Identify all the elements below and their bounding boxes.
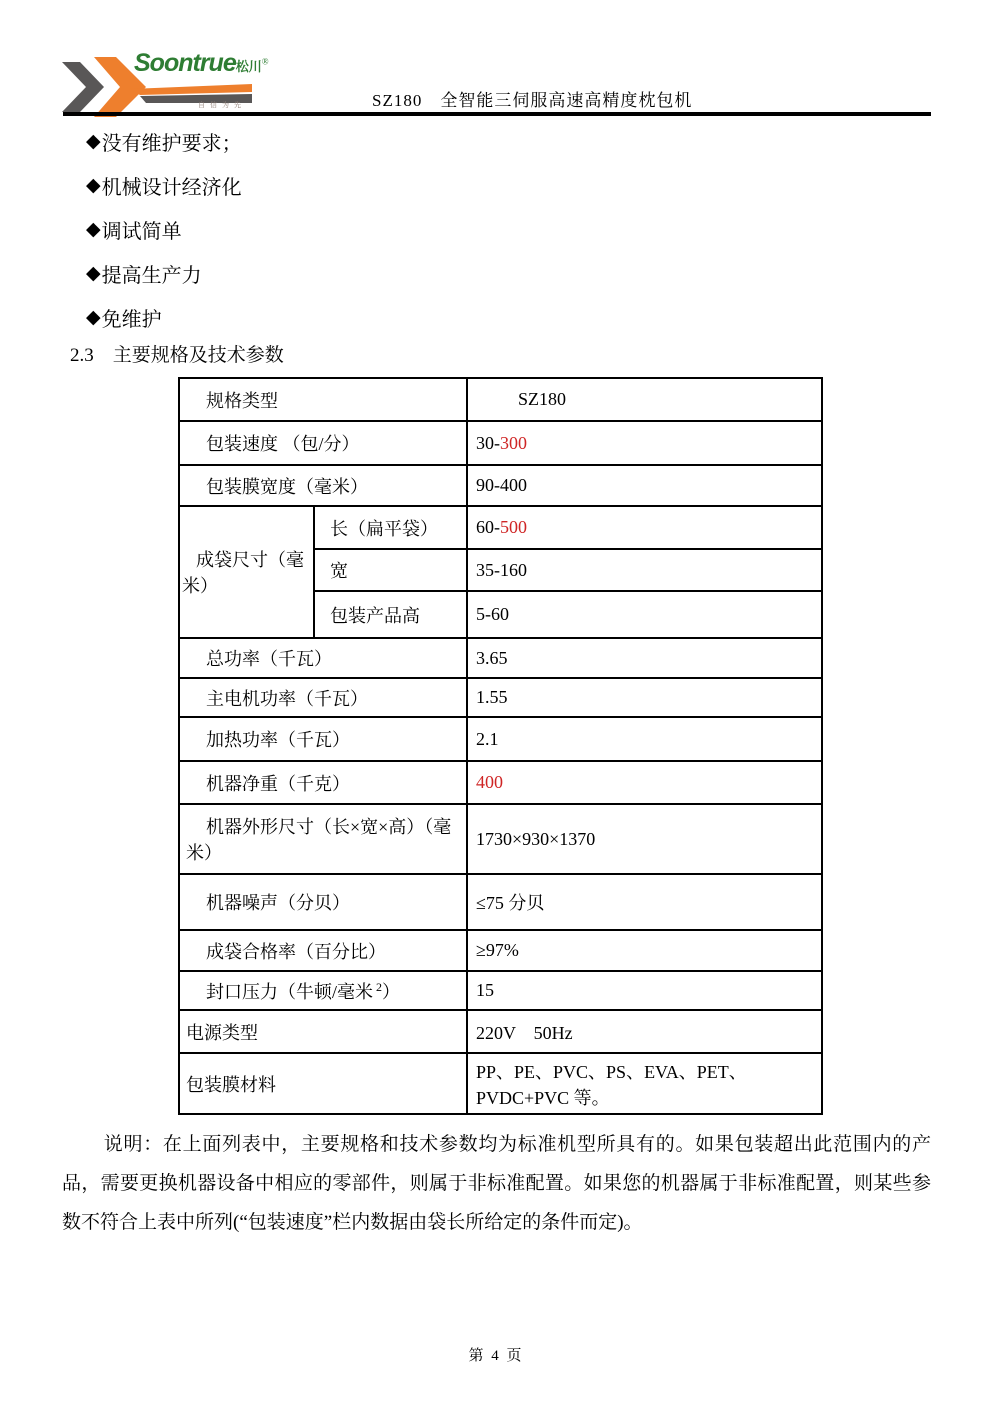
table-row <box>179 1053 822 1114</box>
value-red-part: 500 <box>500 517 527 537</box>
table-row <box>179 1010 822 1053</box>
spec-label-seal-pressure <box>179 971 467 1010</box>
brand-wordmark <box>134 49 269 78</box>
spec-label-noise: 机器噪声（分贝） <box>179 874 467 930</box>
spec-label-net-weight: 机器净重（千克） <box>179 761 467 804</box>
spec-label-film-width: 包装膜宽度（毫米） <box>179 465 467 506</box>
spec-value-spec-type: SZ180 <box>467 378 822 421</box>
brand-name: Soontrue <box>134 49 236 77</box>
diamond-bullet-icon: ◆ <box>86 262 101 284</box>
value-black-part: 30- <box>476 432 500 453</box>
feature-list <box>86 119 242 339</box>
feature-item <box>86 119 242 163</box>
spec-label-product-height: 包装产品高 <box>314 591 467 638</box>
spec-label-dimensions: 机器外形尺寸（长×宽×高）（毫米） <box>179 804 467 874</box>
spec-label-bag-length: 长（扁平袋） <box>314 506 467 549</box>
value-red-part: 300 <box>500 432 527 453</box>
spec-label-power-type: 电源类型 <box>179 1010 467 1053</box>
table-row <box>179 465 822 506</box>
header-divider <box>63 112 931 116</box>
feature-text: 提高生产力 <box>101 264 202 287</box>
table-row <box>179 421 822 465</box>
table-row <box>179 678 822 717</box>
feature-text: 免维护 <box>101 308 162 331</box>
brand-cjk-name: 松川 <box>235 59 262 74</box>
spec-label-motor-power: 主电机功率（千瓦） <box>179 678 467 717</box>
spec-value-dimensions: 1730×930×1370 <box>467 804 822 874</box>
spec-value-seal-pressure: 15 <box>467 971 822 1010</box>
table-row <box>179 874 822 930</box>
spec-label-bag-width: 宽 <box>314 549 467 591</box>
feature-text: 没有维护要求； <box>101 132 242 155</box>
spec-value-power-type: 220V 50Hz <box>467 1010 822 1053</box>
spec-value-heating-power: 2.1 <box>467 717 822 761</box>
spec-table <box>178 377 823 1115</box>
feature-item <box>86 295 242 339</box>
label-main: 封口压力（牛顿/毫米 <box>206 981 374 1002</box>
spec-label-bag-size-group: 成袋尺寸（毫米） <box>179 506 314 638</box>
table-row <box>179 971 822 1010</box>
spec-value-film-material: PP、PE、PVC、PS、EVA、PET、PVDC+PVC 等。 <box>467 1053 822 1114</box>
table-row <box>179 930 822 971</box>
spec-label-pass-rate: 成袋合格率（百分比） <box>179 930 467 971</box>
diamond-bullet-icon: ◆ <box>86 306 101 328</box>
table-row <box>179 804 822 874</box>
page-number: 第 4 页 <box>468 1348 524 1364</box>
spec-label-spec-type: 规格类型 <box>179 378 467 421</box>
feature-item <box>86 163 242 207</box>
spec-label-film-material: 包装膜材料 <box>179 1053 467 1114</box>
spec-value-noise: ≤75 分贝 <box>467 874 822 930</box>
label-tail: ） <box>382 981 401 1002</box>
spec-value-pass-rate: ≥97% <box>467 930 822 971</box>
section-heading: 2.3 主要规格及技术参数 <box>70 345 284 366</box>
spec-value-motor-power: 1.55 <box>467 678 822 717</box>
document-title: SZ180 全智能三伺服高速高精度枕包机 <box>372 91 693 110</box>
superscript: 2 <box>376 979 383 994</box>
spec-value-bag-width: 35-160 <box>467 549 822 591</box>
registered-mark-icon: ® <box>261 56 269 67</box>
spec-label-total-power: 总功率（千瓦） <box>179 638 467 678</box>
diamond-bullet-icon: ◆ <box>86 218 101 240</box>
feature-text: 机械设计经济化 <box>101 176 242 199</box>
spec-value-product-height: 5-60 <box>467 591 822 638</box>
diamond-bullet-icon: ◆ <box>86 174 101 196</box>
spec-label-heating-power: 加热功率（千瓦） <box>179 717 467 761</box>
brand-logo <box>58 48 269 118</box>
diamond-bullet-icon: ◆ <box>86 130 101 152</box>
spec-label-speed: 包装速度 （包/分） <box>179 421 467 465</box>
note-paragraph: 说明：在上面列表中，主要规格和技术参数均为标准机型所具有的。如果包装超出此范围内的产品，需要更换机器设备中相应的零部件，则属于非标准配置。如果您的机器属于非标准配置，则某些参数不符合上表中所列(“包装速度”栏内数据由袋长所给定的条件而定)。 <box>62 1134 931 1233</box>
spec-value-bag-length <box>467 506 822 549</box>
spec-value-total-power: 3.65 <box>467 638 822 678</box>
table-row <box>179 717 822 761</box>
spec-value-film-width: 90-400 <box>467 465 822 506</box>
spec-value-net-weight <box>467 761 822 804</box>
feature-text: 调试简单 <box>101 220 182 243</box>
spec-value-speed <box>467 421 822 465</box>
value-red-part: 400 <box>476 772 503 792</box>
table-row <box>179 761 822 804</box>
table-row <box>179 638 822 678</box>
value-black-part: 60- <box>476 517 500 537</box>
feature-item <box>86 207 242 251</box>
feature-item <box>86 251 242 295</box>
table-row <box>179 506 822 549</box>
table-row <box>179 378 822 421</box>
brand-slogan: 自信为先 <box>198 101 246 109</box>
